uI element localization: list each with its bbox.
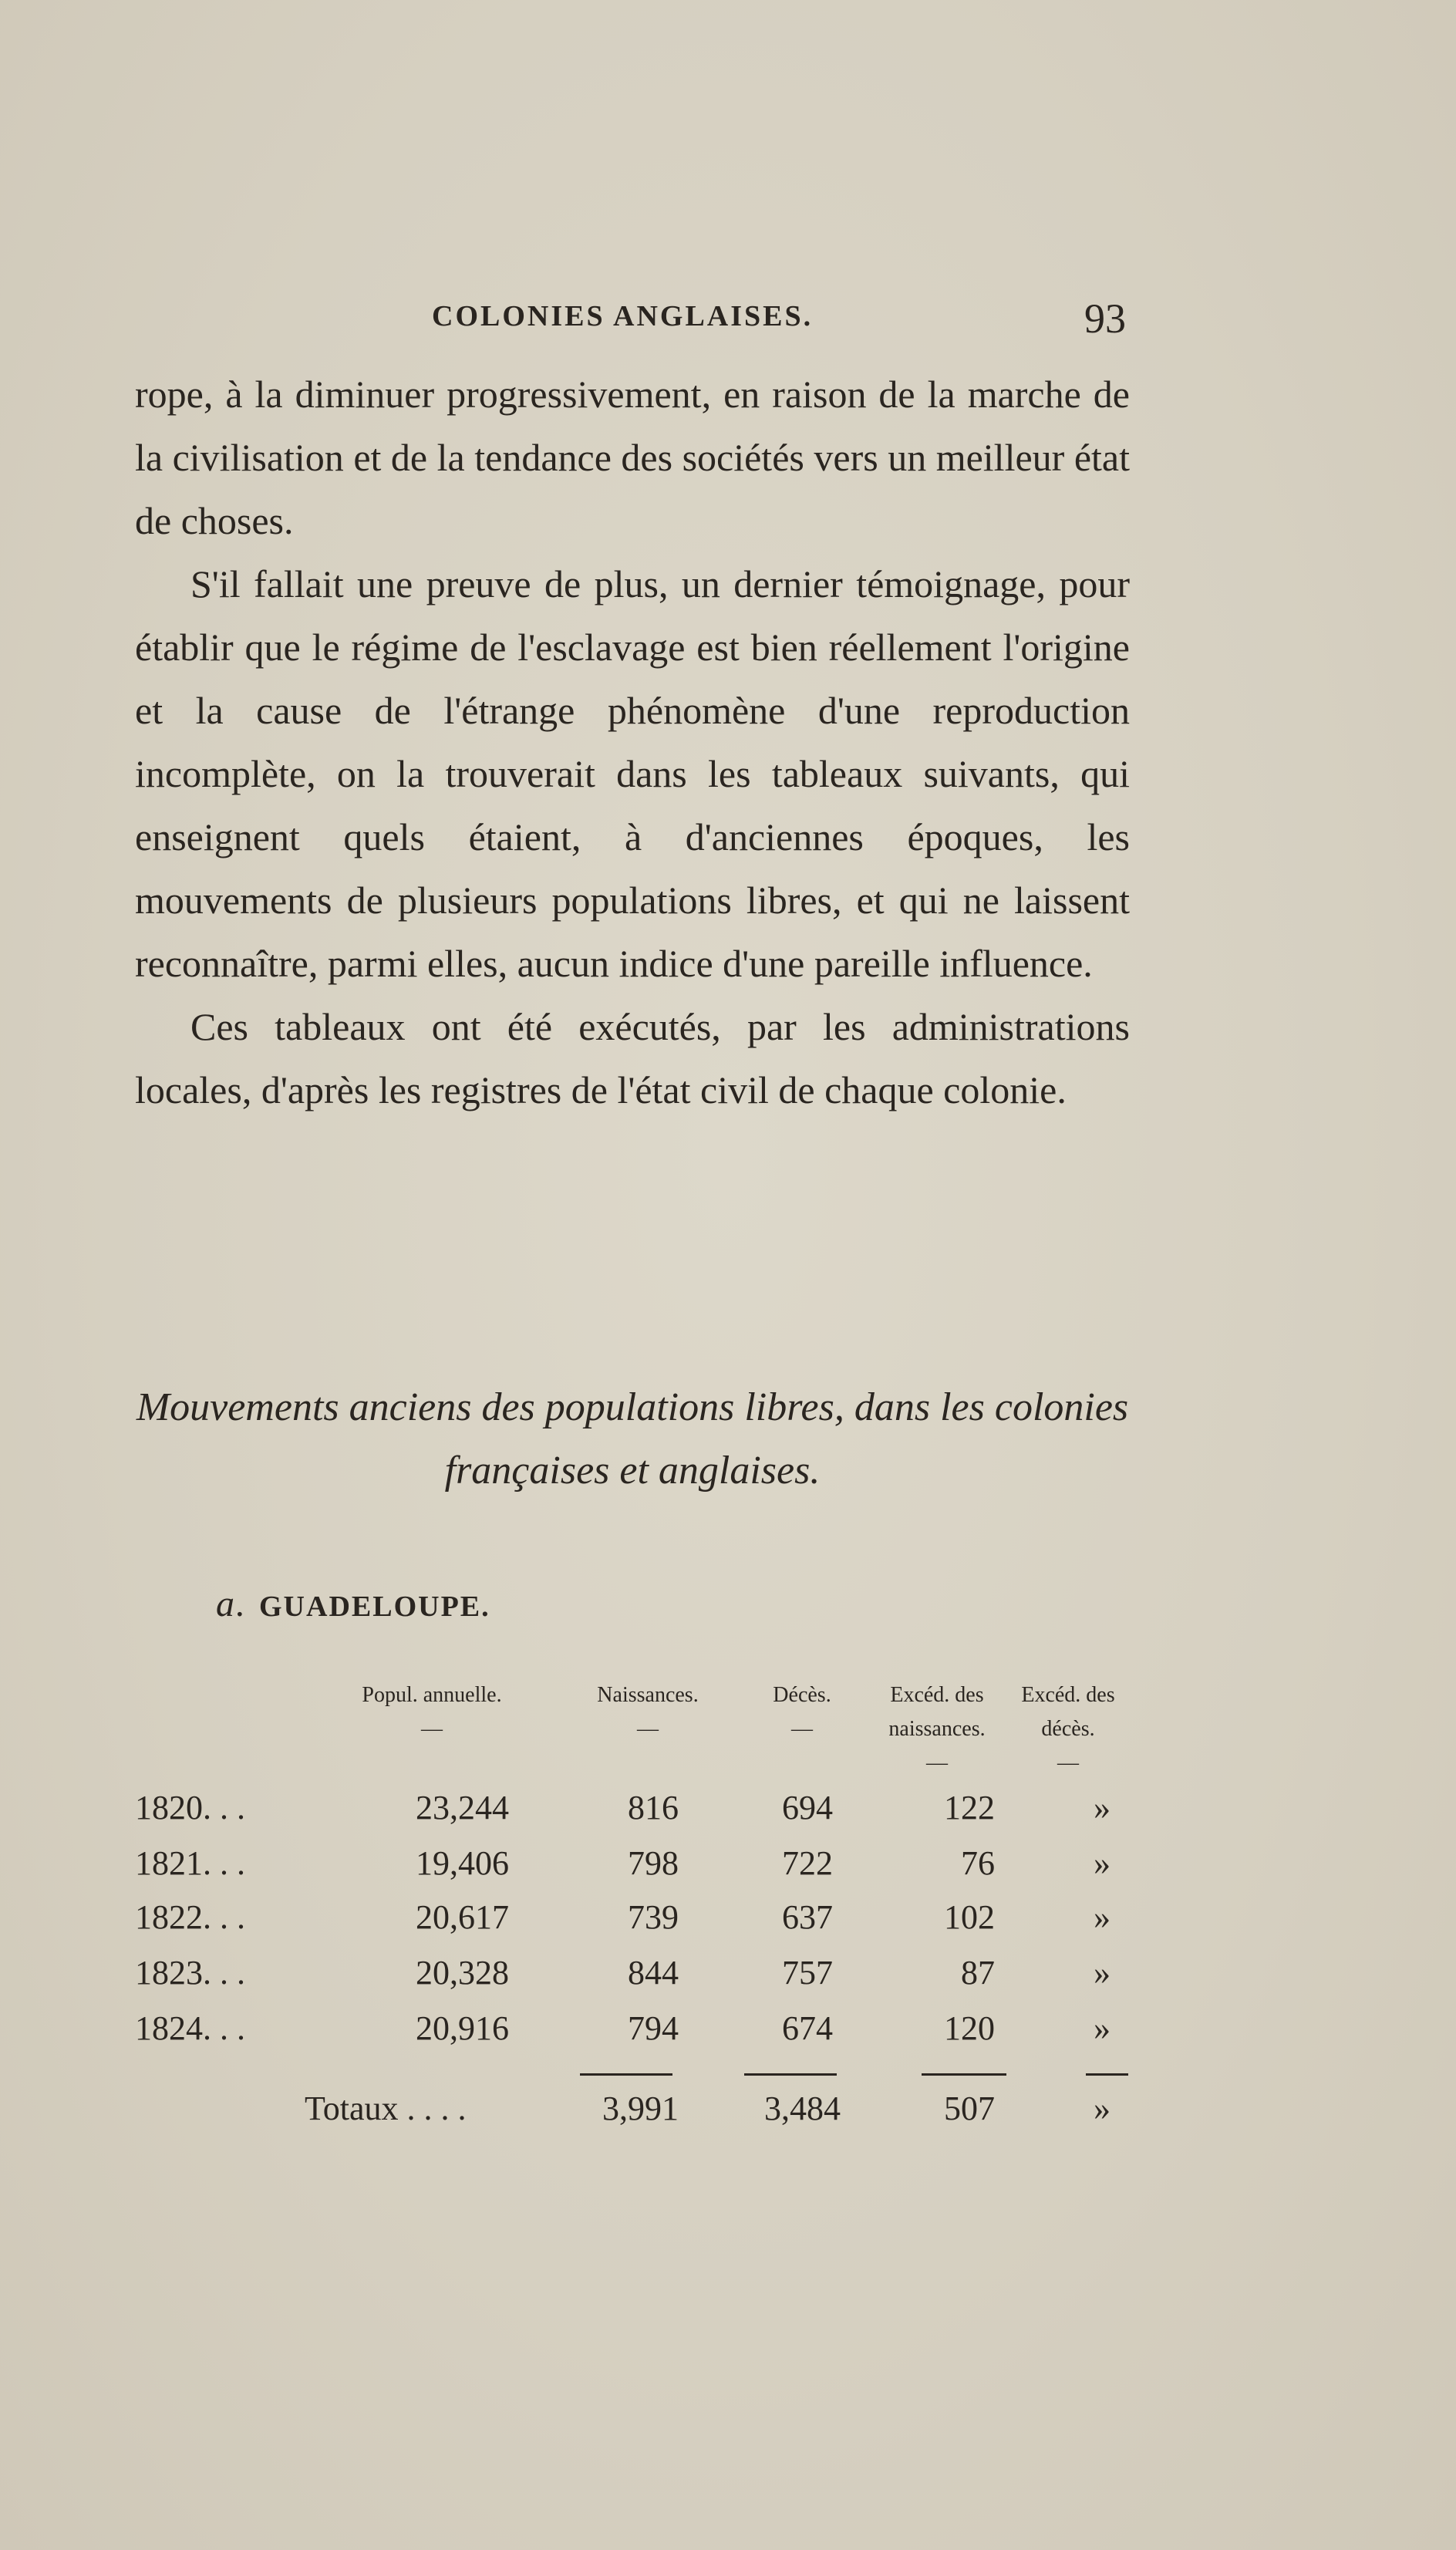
row-year: 1821. . . bbox=[135, 1844, 245, 1882]
sum-rule bbox=[580, 2073, 672, 2076]
cell-population: 20,916 bbox=[416, 2009, 509, 2047]
cell-births: 739 bbox=[628, 1898, 679, 1936]
sum-rule bbox=[1086, 2073, 1128, 2076]
header-label: Excéd. des bbox=[1021, 1683, 1115, 1707]
cell-births: 844 bbox=[628, 1954, 679, 1992]
cell-deaths: 637 bbox=[782, 1898, 833, 1936]
column-header-birth-excess bbox=[871, 1678, 1003, 1780]
header-label: Popul. annuelle. bbox=[362, 1683, 502, 1707]
row-year: 1820. . . bbox=[135, 1789, 245, 1826]
totals-label: Totaux . . . . bbox=[305, 2090, 467, 2127]
header-dash: — bbox=[791, 1717, 813, 1741]
column-header-death-excess bbox=[1003, 1678, 1134, 1780]
total-death-excess: » bbox=[1094, 2090, 1111, 2127]
header-dash: — bbox=[637, 1717, 659, 1741]
subsection-heading bbox=[216, 1583, 490, 1625]
header-label: Excéd. des bbox=[890, 1683, 984, 1707]
paragraph: S'il fallait une preuve de plus, un dernier témoignage, pour établir que le régime de l'esclavage est bien réellement l'origine et la cause de l'étrange phénomène d'une reproduction incomplète, on la trouverait dans les tableaux suivants, qui enseignent quels étaient, à d'anciennes époques, les mouvements de plusieurs populations libres, et qui ne laissent reconnaître, parmi elles, aucun indice d'une pareille influence. bbox=[135, 562, 1130, 985]
sum-rule bbox=[744, 2073, 837, 2076]
sum-rule bbox=[922, 2073, 1006, 2076]
cell-birth-excess: 87 bbox=[961, 1954, 995, 1992]
header-dash: — bbox=[1057, 1751, 1079, 1775]
header-dash: — bbox=[421, 1717, 443, 1741]
cell-births: 816 bbox=[628, 1789, 679, 1826]
paragraph: rope, à la diminuer progressivement, en raison de la marche de la civilisation et de la tendance des sociétés vers un meilleur état de choses. bbox=[135, 373, 1130, 542]
total-deaths: 3,484 bbox=[764, 2090, 841, 2127]
cell-population: 20,617 bbox=[416, 1898, 509, 1936]
header-label: Naissances. bbox=[597, 1683, 699, 1707]
cell-births: 798 bbox=[628, 1844, 679, 1882]
cell-deaths: 757 bbox=[782, 1954, 833, 1992]
cell-deaths: 722 bbox=[782, 1844, 833, 1882]
paragraph: Ces tableaux ont été exécutés, par les administrations locales, d'après les registres de l'état civil de chaque colonie. bbox=[135, 1005, 1130, 1111]
row-year: 1824. . . bbox=[135, 2009, 245, 2047]
row-year: 1823. . . bbox=[135, 1954, 245, 1992]
cell-population: 23,244 bbox=[416, 1789, 509, 1826]
cell-births: 794 bbox=[628, 2009, 679, 2047]
cell-death-excess: » bbox=[1094, 1954, 1111, 1992]
header-label: Décès. bbox=[773, 1683, 831, 1707]
page-number: 93 bbox=[1084, 295, 1126, 342]
header-label: naissances. bbox=[888, 1717, 986, 1741]
subsection-label: GUADELOUPE. bbox=[259, 1590, 490, 1623]
row-year: 1822. . . bbox=[135, 1898, 245, 1936]
column-header-population bbox=[332, 1678, 532, 1746]
cell-death-excess: » bbox=[1094, 1789, 1111, 1826]
subsection-letter: a. bbox=[216, 1584, 247, 1624]
column-header-deaths bbox=[740, 1678, 864, 1746]
cell-death-excess: » bbox=[1094, 1844, 1111, 1882]
cell-birth-excess: 120 bbox=[944, 2009, 995, 2047]
body-text bbox=[135, 363, 1130, 1122]
cell-birth-excess: 76 bbox=[961, 1844, 995, 1882]
cell-death-excess: » bbox=[1094, 1898, 1111, 1936]
cell-birth-excess: 122 bbox=[944, 1789, 995, 1826]
header-label: décès. bbox=[1041, 1717, 1095, 1741]
section-title: Mouvements anciens des populations libres, dans les colonies françaises et anglaises. bbox=[136, 1385, 1129, 1493]
column-header-births bbox=[571, 1678, 725, 1746]
cell-deaths: 674 bbox=[782, 2009, 833, 2047]
cell-deaths: 694 bbox=[782, 1789, 833, 1826]
cell-population: 20,328 bbox=[416, 1954, 509, 1992]
page-header bbox=[432, 295, 1126, 346]
header-dash: — bbox=[926, 1751, 948, 1775]
cell-death-excess: » bbox=[1094, 2009, 1111, 2047]
total-births: 3,991 bbox=[602, 2090, 679, 2127]
running-title: COLONIES ANGLAISES. bbox=[432, 300, 814, 332]
cell-birth-excess: 102 bbox=[944, 1898, 995, 1936]
cell-population: 19,406 bbox=[416, 1844, 509, 1882]
total-birth-excess: 507 bbox=[944, 2090, 995, 2127]
